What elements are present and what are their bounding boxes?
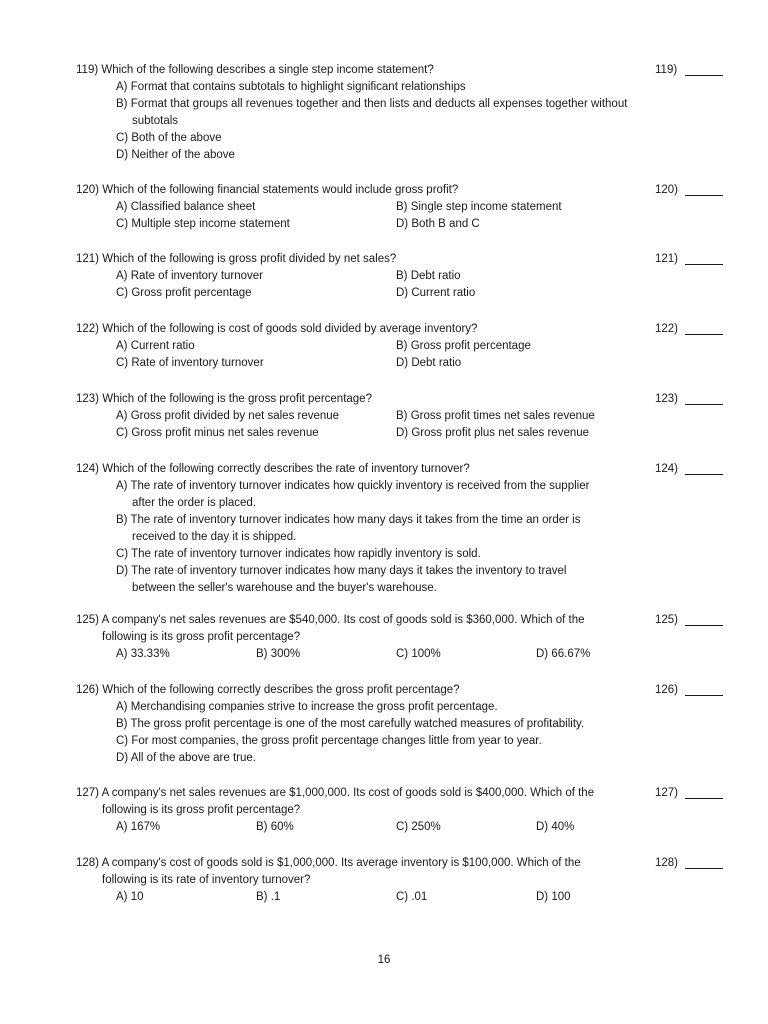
question-stem-cont: following is its gross profit percentage?	[102, 804, 301, 816]
option-a: A) 10	[116, 891, 144, 903]
option-d: D) 100	[536, 891, 571, 903]
option-d: D) Both B and C	[396, 218, 480, 230]
option-c: C) The rate of inventory turnover indicates how rapidly inventory is sold.	[116, 548, 481, 560]
option-d: D) Gross profit plus net sales revenue	[396, 427, 590, 439]
answer-blank[interactable]	[685, 695, 723, 696]
question-stem: 119) Which of the following describes a single step income statement?	[76, 64, 434, 76]
option-d: D) 66.67%	[536, 648, 591, 660]
option-d: D) Neither of the above	[116, 149, 235, 161]
option-d: D) The rate of inventory turnover indicates how many days it takes the inventory to travel	[116, 565, 567, 577]
answer-label: 125)	[655, 614, 679, 626]
question-stem: 121) Which of the following is gross profit divided by net sales?	[76, 253, 397, 265]
question-stem: 123) Which of the following is the gross profit percentage?	[76, 393, 372, 405]
answer-label: 124)	[655, 463, 679, 475]
option-a: A) The rate of inventory turnover indicates how quickly inventory is received from the supplier	[116, 480, 590, 492]
question-stem-block	[76, 855, 636, 889]
option-c: C) Multiple step income statement	[116, 218, 290, 230]
question-stem: 127) A company's net sales revenues are $1,000,000. Its cost of goods sold is $400,000. Which of the	[76, 787, 595, 799]
option-c: C) .01	[396, 891, 428, 903]
answer-blank[interactable]	[685, 334, 723, 335]
question-stem: 128) A company's cost of goods sold is $1,000,000. Its average inventory is $100,000. Which of the	[76, 857, 581, 869]
question-stem: 126) Which of the following correctly describes the gross profit percentage?	[76, 684, 460, 696]
answer-label: 128)	[655, 857, 679, 869]
answer-blank[interactable]	[685, 868, 723, 869]
option-c: C) Gross profit minus net sales revenue	[116, 427, 319, 439]
answer-label: 120)	[655, 184, 679, 196]
question-stem: 125) A company's net sales revenues are $540,000. Its cost of goods sold is $360,000. Which of the	[76, 614, 585, 626]
option-a: A) Current ratio	[116, 340, 195, 352]
option-c: C) 100%	[396, 648, 441, 660]
option-b-cont: received to the day it is shipped.	[132, 531, 297, 543]
answer-blank[interactable]	[685, 404, 723, 405]
option-b: B) Gross profit percentage	[396, 340, 531, 352]
answer-blank[interactable]	[685, 625, 723, 626]
option-b: B) The gross profit percentage is one of the most carefully watched measures of profitability.	[116, 718, 585, 730]
option-d: D) Current ratio	[396, 287, 476, 299]
question-stem-cont: following is its gross profit percentage?	[102, 631, 301, 643]
option-b: B) .1	[256, 891, 281, 903]
answer-label: 122)	[655, 323, 679, 335]
option-a: A) 167%	[116, 821, 161, 833]
option-b-text: B) Format that groups all revenues together and then lists and deducts all expenses together without subtotals	[116, 98, 628, 127]
answer-blank[interactable]	[685, 75, 723, 76]
answer-blank[interactable]	[685, 474, 723, 475]
option-b: B) Gross profit times net sales revenue	[396, 410, 595, 422]
answer-label: 127)	[655, 787, 679, 799]
option-b: B) The rate of inventory turnover indicates how many days it takes from the time an order is	[116, 514, 581, 526]
question-stem-block	[76, 785, 636, 819]
question-stem-block	[76, 612, 636, 646]
option-b: B) 60%	[256, 821, 294, 833]
option-d: D) All of the above are true.	[116, 752, 256, 764]
option-b: B) Debt ratio	[396, 270, 461, 282]
option-b	[116, 96, 646, 130]
question-stem: 122) Which of the following is cost of goods sold divided by average inventory?	[76, 323, 478, 335]
option-a: A) Rate of inventory turnover	[116, 270, 264, 282]
option-a: A) Gross profit divided by net sales revenue	[116, 410, 340, 422]
option-d: D) Debt ratio	[396, 357, 462, 369]
answer-label: 123)	[655, 393, 679, 405]
option-d-cont: between the seller's warehouse and the buyer's warehouse.	[132, 582, 437, 594]
answer-label: 126)	[655, 684, 679, 696]
answer-label: 119)	[655, 64, 678, 76]
option-c: C) Gross profit percentage	[116, 287, 252, 299]
option-c: C) 250%	[396, 821, 441, 833]
option-b: B) Single step income statement	[396, 201, 562, 213]
answer-blank[interactable]	[685, 264, 723, 265]
question-stem-cont: following is its rate of inventory turnover?	[102, 874, 311, 886]
answer-blank[interactable]	[685, 195, 723, 196]
option-c: C) Both of the above	[116, 132, 222, 144]
answer-label: 121)	[655, 253, 679, 265]
option-c: C) Rate of inventory turnover	[116, 357, 264, 369]
option-b: B) 300%	[256, 648, 301, 660]
option-a-cont: after the order is placed.	[132, 497, 257, 509]
option-c: C) For most companies, the gross profit percentage changes little from year to year.	[116, 735, 542, 747]
answer-blank[interactable]	[685, 798, 723, 799]
question-stem: 124) Which of the following correctly describes the rate of inventory turnover?	[76, 463, 470, 475]
option-a: A) Classified balance sheet	[116, 201, 256, 213]
question-stem: 120) Which of the following financial statements would include gross profit?	[76, 184, 459, 196]
page-number: 16	[377, 954, 391, 966]
option-a: A) Format that contains subtotals to highlight significant relationships	[116, 81, 466, 93]
option-d: D) 40%	[536, 821, 575, 833]
option-a: A) Merchandising companies strive to increase the gross profit percentage.	[116, 701, 498, 713]
option-a: A) 33.33%	[116, 648, 170, 660]
